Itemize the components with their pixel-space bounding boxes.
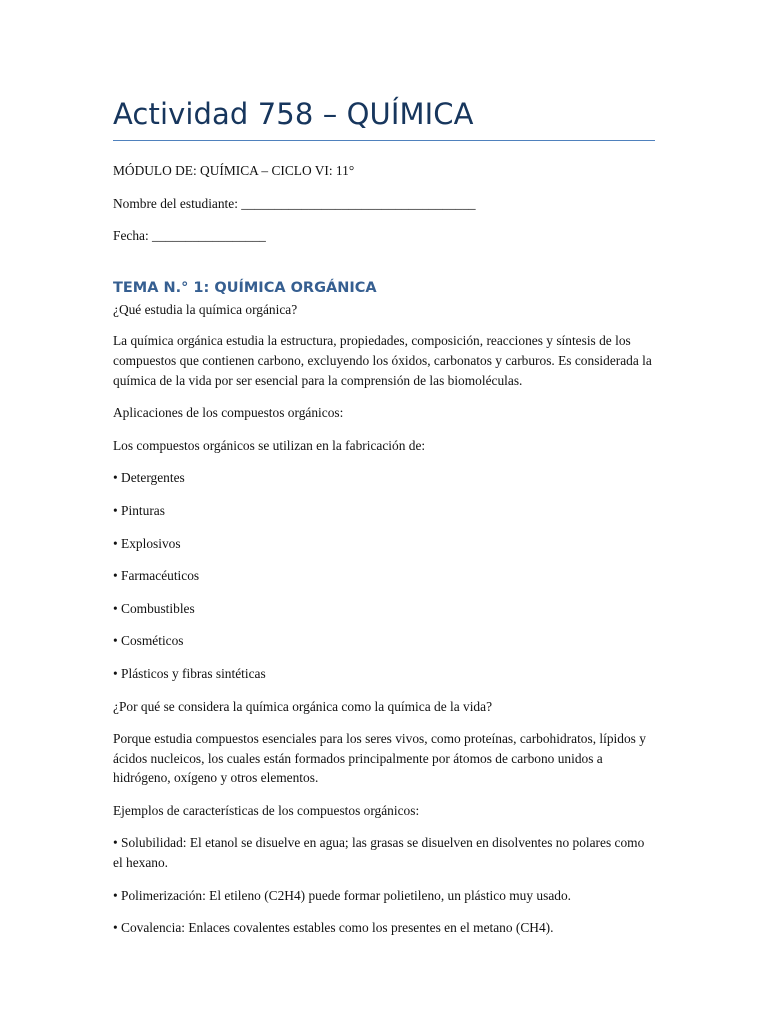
applications-intro: Los compuestos orgánicos se utilizan en la fabricación de:	[113, 437, 426, 453]
list-item: • Explosivos	[113, 535, 181, 551]
module-line: MÓDULO DE: QUÍMICA – CICLO VI: 11°	[113, 163, 355, 178]
list-item: • Detergentes	[113, 470, 185, 486]
list-item: • Plásticos y fibras sintéticas	[113, 665, 266, 681]
answer-chemistry-of-life: Porque estudia compuestos esenciales para los seres vivos, como proteínas, carbohidratos, lípidos y ácidos nucleicos, los cuales están formados principalmente por átomos de carbono unidos a hidrógeno, oxígeno y otros elementos.	[113, 731, 646, 786]
document-title: Actividad 758 – QUÍMICA	[113, 90, 655, 141]
date-line: Fecha: _________________	[113, 228, 266, 244]
student-name-line: Nombre del estudiante: ___________________________________	[113, 195, 476, 211]
list-item: • Farmacéuticos	[113, 568, 200, 584]
question-chemistry-of-life: ¿Por qué se considera la química orgánica como la química de la vida?	[113, 698, 493, 714]
list-item: • Pinturas	[113, 502, 165, 518]
list-item: • Polimerización: El etileno (C2H4) puede formar polietileno, un plástico muy usado.	[113, 887, 572, 903]
list-item: • Covalencia: Enlaces covalentes estables como los presentes en el metano (CH4).	[113, 920, 554, 936]
list-item: • Combustibles	[113, 600, 195, 616]
section-heading: TEMA N.° 1: QUÍMICA ORGÁNICA	[113, 279, 377, 296]
list-item: • Cosméticos	[113, 633, 184, 649]
list-item: • Solubilidad: El etanol se disuelve en agua; las grasas se disuelven en disolventes no polares como el hexano.	[113, 835, 645, 871]
applications-heading: Aplicaciones de los compuestos orgánicos:	[113, 405, 344, 421]
document-page	[113, 90, 655, 938]
examples-heading: Ejemplos de características de los compuestos orgánicos:	[113, 802, 420, 818]
answer-what-studies: La química orgánica estudia la estructura, propiedades, composición, reacciones y síntesis de los compuestos que contienen carbono, excluyendo los óxidos, carbonatos y carburos. Es considerada la química de la vida por ser esencial para la comprensión de las biomoléculas.	[113, 333, 652, 388]
question-what-studies: ¿Qué estudia la química orgánica?	[113, 301, 298, 317]
